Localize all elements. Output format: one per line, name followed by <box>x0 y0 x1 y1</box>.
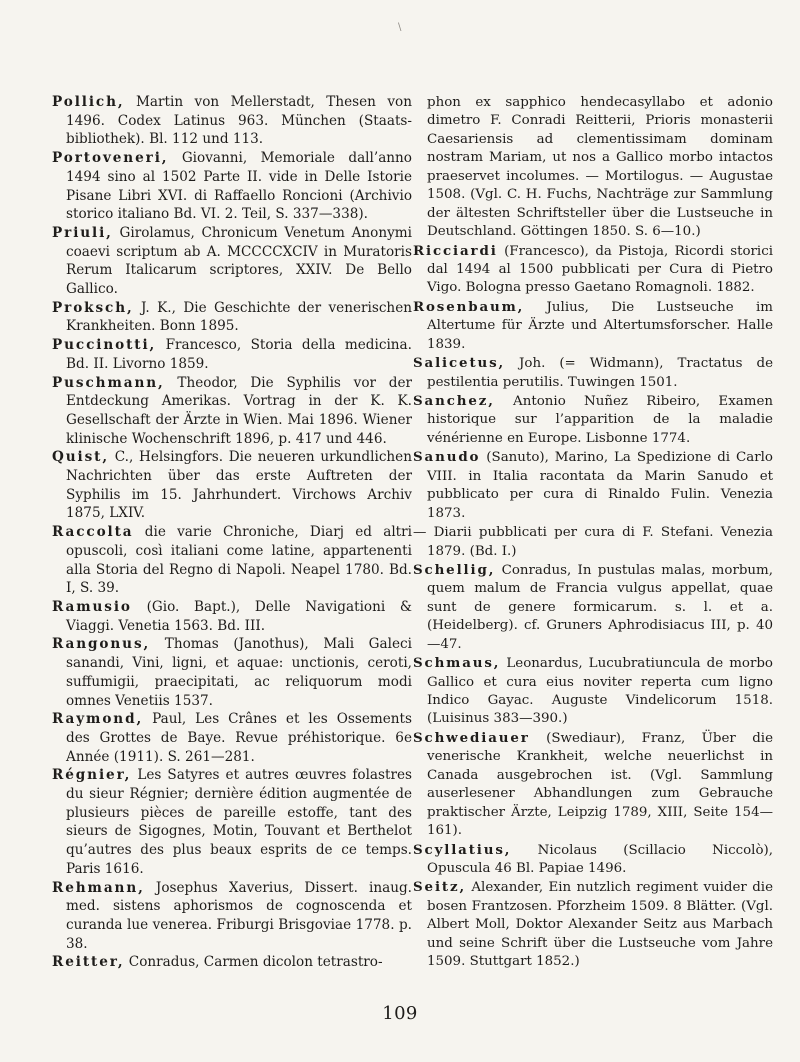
bibliography-entry <box>52 953 412 972</box>
bibliography-entry <box>52 598 412 635</box>
entry-text: — Diarii pubblicati per cura di F. Stefani. Venezia 1879. (Bd. I.) <box>413 525 773 559</box>
entry-text: Julius, Die Lustseuche im Altertume für Ärzte und Altertumsforscher. Halle 1839. <box>427 299 773 352</box>
entry-text: Conradus, In pustulas malas, morbum, quem malum de Francia vulgus appellat, quae sunt de genere formicarum. s. l. et a. (Heidelberg). cf. Gruners Aphrodisiacus III, p. 40—47. <box>427 562 773 652</box>
entry-text: Thomas (Janothus), Mali Galeci sanandi, Vini, ligni, et aquae: unctionis, ceroti, suffumigii, praecipitati, ac reliquorum modi omnes Venetiis 1537. <box>66 636 412 709</box>
entry-author: Sanudo <box>413 449 481 466</box>
bibliography-entry <box>413 448 773 523</box>
entry-author: Ricciardi <box>413 242 498 259</box>
bibliography-entry <box>52 766 412 878</box>
entry-author: Rangonus, <box>52 636 151 653</box>
bibliography-entry <box>413 354 773 392</box>
bibliography-entry <box>52 299 412 336</box>
entry-text: (Sanuto), Marino, La Spedizione di Carlo VIII. in Italia racontata da Marin Sanudo et pubblicato per cura di Rinaldo Fulin. Venezia 1873. <box>427 450 773 521</box>
entry-author: Raccolta <box>52 524 134 541</box>
entry-text: Nicolaus (Scillacio Niccolò), Opuscula 46 Bl. Papiae 1496. <box>427 842 773 876</box>
entry-text: Girolamus, Chronicum Venetum Anonymi coaevi scriptum ab A. MCCCCXCIV in Muratoris Rerum Italicarum scriptores, XXIV. De Bello Gallico. <box>66 224 412 298</box>
entry-text: (Gio. Bapt.), Delle Navigationi & Viaggi. Venetia 1563. Bd. III. <box>66 598 412 634</box>
entry-text: Joh. (= Widmann), Tractatus de pestilentia perutilis. Tuwingen 1501. <box>427 356 773 390</box>
bibliography-entry <box>413 523 773 561</box>
entry-author: Ramusio <box>52 598 132 615</box>
entry-author: Schwediauer <box>413 729 530 746</box>
bibliography-entry <box>52 879 412 954</box>
entry-author: Raymond, <box>52 711 144 728</box>
bibliography-entry <box>413 729 773 841</box>
entry-text: C., Helsingfors. Die neueren urkundlichen Nachrichten über das erste Auftreten der Syphilis im 15. Jahrhundert. Virchows Archiv 1875, LXIV. <box>66 449 412 522</box>
entry-author: Schellig, <box>413 561 496 578</box>
entry-text: Josephus Xaverius, Dissert. inaug. med. sistens aphorismos de cognoscenda et curanda lue venerea. Friburgi Brisgoviae 1778. p. 38. <box>66 879 412 952</box>
bibliography-entry <box>413 654 773 729</box>
bibliography-entry <box>52 336 412 373</box>
bibliography-entry <box>52 224 412 299</box>
entry-author: Sanchez, <box>413 393 495 409</box>
entry-author: Rosenbaum, <box>413 298 525 315</box>
entry-author: Proksch, <box>52 299 134 316</box>
entry-text: (Francesco), da Pistoja, Ricordi storici dal 1494 al 1500 pubblicati per Cura di Pietro Vigo. Bologna presso Gaetano Romagnoli. 1882. <box>427 243 773 296</box>
bibliography-entry <box>413 392 773 448</box>
bibliography-entry <box>52 710 412 766</box>
entry-author: Portoveneri, <box>52 150 169 167</box>
bibliography-entry <box>413 93 773 242</box>
entry-author: Puccinotti, <box>52 337 157 354</box>
bibliography-entry <box>52 93 412 149</box>
entry-text: Giovanni, Memoriale dall’anno 1494 sino al 1502 Parte II. vide in Delle Istorie Pisane Libri XVI. di Raffaello Roncioni (Archivio storico italiano Bd. VI. 2. Teil, S. 337—338). <box>66 150 412 223</box>
entry-text: die varie Chroniche, Diarj ed altri opuscoli, così italiani come latine, appartenenti alla Storia del Regno di Napoli. Neapel 1780. Bd. I, S. 39. <box>66 524 412 597</box>
entry-author: Scyllatius, <box>413 841 512 858</box>
entry-author: Seitz, <box>413 879 466 896</box>
entry-text: Martin von Mellerstadt, Thesen von 1496. Codex Latinus 963. München (Staats-bibliothek). Bl. 112 und 113. <box>66 94 412 148</box>
bibliography-entry <box>413 242 773 298</box>
bibliography-entry <box>413 298 773 354</box>
entry-text: Paul, Les Crânes et les Ossements des Grottes de Baye. Revue préhistorique. 6e Année (1911). S. 261—281. <box>66 711 412 765</box>
entry-author: Schmaus, <box>413 655 501 672</box>
left-column <box>52 93 412 972</box>
bibliography-entry <box>413 878 773 971</box>
page-number: 109 <box>382 1003 418 1024</box>
entry-text: Leonardus, Lucubratiuncula de morbo Gallico et cura eius noviter reperta cum ligno Indico Gayac. Auguste Vindelicorum 1518. (Luisinus 383—390.) <box>427 656 773 727</box>
right-column <box>413 93 773 972</box>
entry-text: Theodor, Die Syphilis vor der Entdeckung Amerikas. Vortrag in der K. K. Gesellschaft der Ärzte in Wien. Mai 1896. Wiener klinische Wochenschrift 1896, p. 417 und 446. <box>66 374 412 447</box>
entry-author: Régnier, <box>52 767 132 784</box>
entry-text: J. K., Die Geschichte der venerischen Krankheiten. Bonn 1895. <box>66 299 412 335</box>
entry-author: Puschmann, <box>52 374 165 391</box>
entry-author: Priuli, <box>52 224 113 241</box>
bibliography-entry <box>52 149 412 224</box>
bibliography-entry <box>413 561 773 654</box>
entry-text: Francesco, Storia della medicina. Bd. II. Livorno 1859. <box>66 337 412 372</box>
bibliography-entry <box>52 523 412 598</box>
entry-author: Pollich, <box>52 94 125 110</box>
entry-text: Antonio Nuñez Ribeiro, Examen historique sur l’apparition de la maladie vénérienne en Europe. Lisbonne 1774. <box>427 394 773 446</box>
entry-text: Les Satyres et autres œuvres folastres du sieur Régnier; dernière édition augmentée de plusieurs pièces de pareille estoffe, tant des sieurs de Sigognes, Motin, Touvant et Berthelot qu’autres des plus beaux esprits de ce temps. Paris 1616. <box>66 767 412 877</box>
bibliography-entry <box>52 635 412 710</box>
bibliography-entry <box>52 448 412 523</box>
entry-text: Conradus, Carmen dicolon tetrastro- <box>124 954 383 971</box>
entry-text: phon ex sapphico hendecasyllabo et adonio dimetro F. Conradi Reitterii, Prioris monasterii Caesariensis ad clementissimam dominam nostram Mariam, ut nos a Gallico morbo intactos praeservet incolumes. — Mortilogus. — Augustae 1508. (Vgl. C. H. Fuchs, Nachträge zur Sammlung der ältesten Schriftsteller über die Lustseuche in Deutschland. Göttingen 1850. S. 6—10.) <box>427 95 773 240</box>
entry-author: Rehmann, <box>52 879 145 896</box>
entry-author: Reitter, <box>52 954 125 971</box>
bibliography-entry <box>52 374 412 449</box>
bibliography-entry <box>413 841 773 879</box>
entry-author: Quist, <box>52 449 109 466</box>
entry-author: Salicetus, <box>413 355 506 372</box>
top-mark: \ <box>398 22 402 33</box>
entry-text: (Swediaur), Franz, Über die venerische Krankheit, welche neuerlichst in Canada ausgebrochen ist. (Vgl. Sammlung auserlesener Abhandlungen zum Gebrauche praktischer Ärzte, Leipzig 1789, XIII, Seite 154—161). <box>427 730 773 839</box>
entry-text: Alexander, Ein nutzlich regiment vuider die bosen Frantzosen. Pforzheim 1509. 8 Blätter. (Vgl. Albert Moll, Doktor Alexander Seitz aus Marbach und seine Schrift über die Lustseuche vom Jahre 1509. Stuttgart 1852.) <box>427 880 773 970</box>
